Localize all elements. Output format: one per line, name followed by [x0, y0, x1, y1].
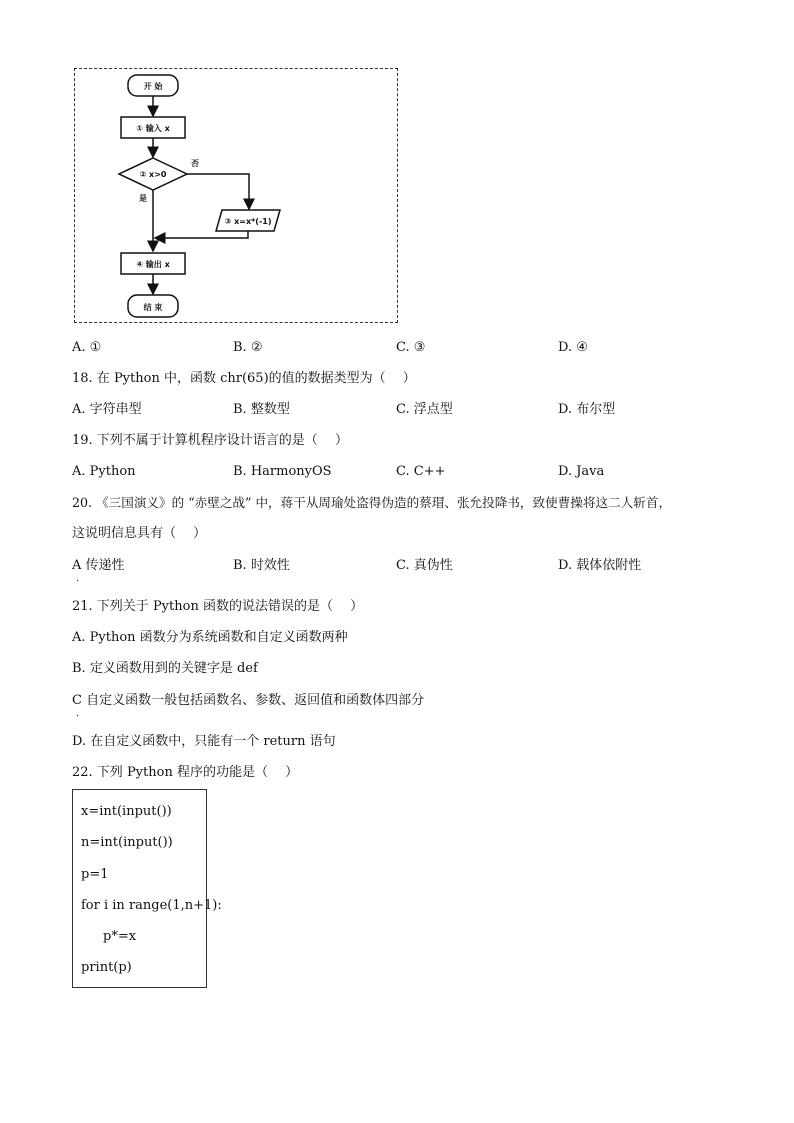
- flow-process-label: ③ x=x*(-1): [224, 217, 272, 226]
- q17-option-c: C. ③: [396, 340, 426, 355]
- q21-option-d: D. 在自定义函数中，只能有一个 return 语句: [72, 734, 336, 749]
- code-line-3: p=1: [81, 867, 109, 882]
- q19-option-b: B. HarmonyOS: [233, 464, 332, 479]
- code-line-5: p*=x: [103, 929, 137, 944]
- q21-stem: 21. 下列关于 Python 函数的说法错误的是（ ）: [72, 599, 364, 614]
- flow-decision-label: ② x>0: [139, 170, 167, 179]
- q19-option-c: C. C++: [396, 464, 446, 479]
- flow-input-label: ① 输入 x: [136, 124, 170, 133]
- q18-stem: 18. 在 Python 中，函数 chr(65)的值的数据类型为（ ）: [72, 371, 416, 386]
- code-block: [72, 789, 222, 988]
- q20-option-b: B. 时效性: [233, 558, 290, 573]
- q21-option-c: C 自定义函数一般包括函数名、参数、返回值和函数体四部分: [72, 693, 425, 708]
- q20-stem-line1: 20. 《三国演义》的 “赤壁之战” 中，蒋干从周瑜处盗得伪造的蔡瑁、张允投降书，致使曹操将这二人斩首，: [72, 495, 672, 510]
- flowchart: [0, 0, 794, 340]
- flow-no-label: 否: [191, 159, 199, 168]
- code-line-6: print(p): [81, 960, 132, 975]
- q17-option-b: B. ②: [233, 340, 263, 355]
- code-line-2: n=int(input()): [81, 835, 173, 850]
- q19-option-a: A. Python: [72, 464, 136, 479]
- flow-output-label: ④ 输出 x: [136, 260, 170, 269]
- stray-dot: .: [76, 573, 80, 584]
- q19-option-d: D. Java: [558, 464, 605, 479]
- code-line-1: x=int(input()): [81, 804, 172, 819]
- q18-option-b: B. 整数型: [233, 402, 290, 417]
- q20-stem-line2: 这说明信息具有（ ）: [72, 526, 207, 541]
- flow-arrow-no: [187, 174, 249, 209]
- q21-option-b: B. 定义函数用到的关键字是 def: [72, 661, 258, 676]
- q20-option-d: D. 载体依附性: [558, 558, 642, 573]
- flow-yes-label: 是: [139, 194, 147, 203]
- stray-dot: .: [76, 708, 80, 719]
- q22-stem: 22. 下列 Python 程序的功能是（ ）: [72, 765, 299, 780]
- q18-option-c: C. 浮点型: [396, 402, 453, 417]
- q21-option-a: A. Python 函数分为系统函数和自定义函数两种: [72, 630, 348, 645]
- flow-start-label: 开 始: [143, 82, 163, 91]
- q17-option-d: D. ④: [558, 340, 588, 355]
- code-line-4: for i in range(1,n+1):: [81, 898, 222, 913]
- q20-option-a: A 传递性: [72, 558, 125, 573]
- q18-option-d: D. 布尔型: [558, 402, 616, 417]
- flow-arrow-merge: [155, 231, 248, 238]
- q20-option-c: C. 真伪性: [396, 558, 453, 573]
- q17-option-a: A. ①: [72, 340, 102, 355]
- flow-end-label: 结 束: [143, 303, 163, 312]
- q19-stem: 19. 下列不属于计算机程序设计语言的是（ ）: [72, 433, 348, 448]
- q18-option-a: A. 字符串型: [72, 402, 142, 417]
